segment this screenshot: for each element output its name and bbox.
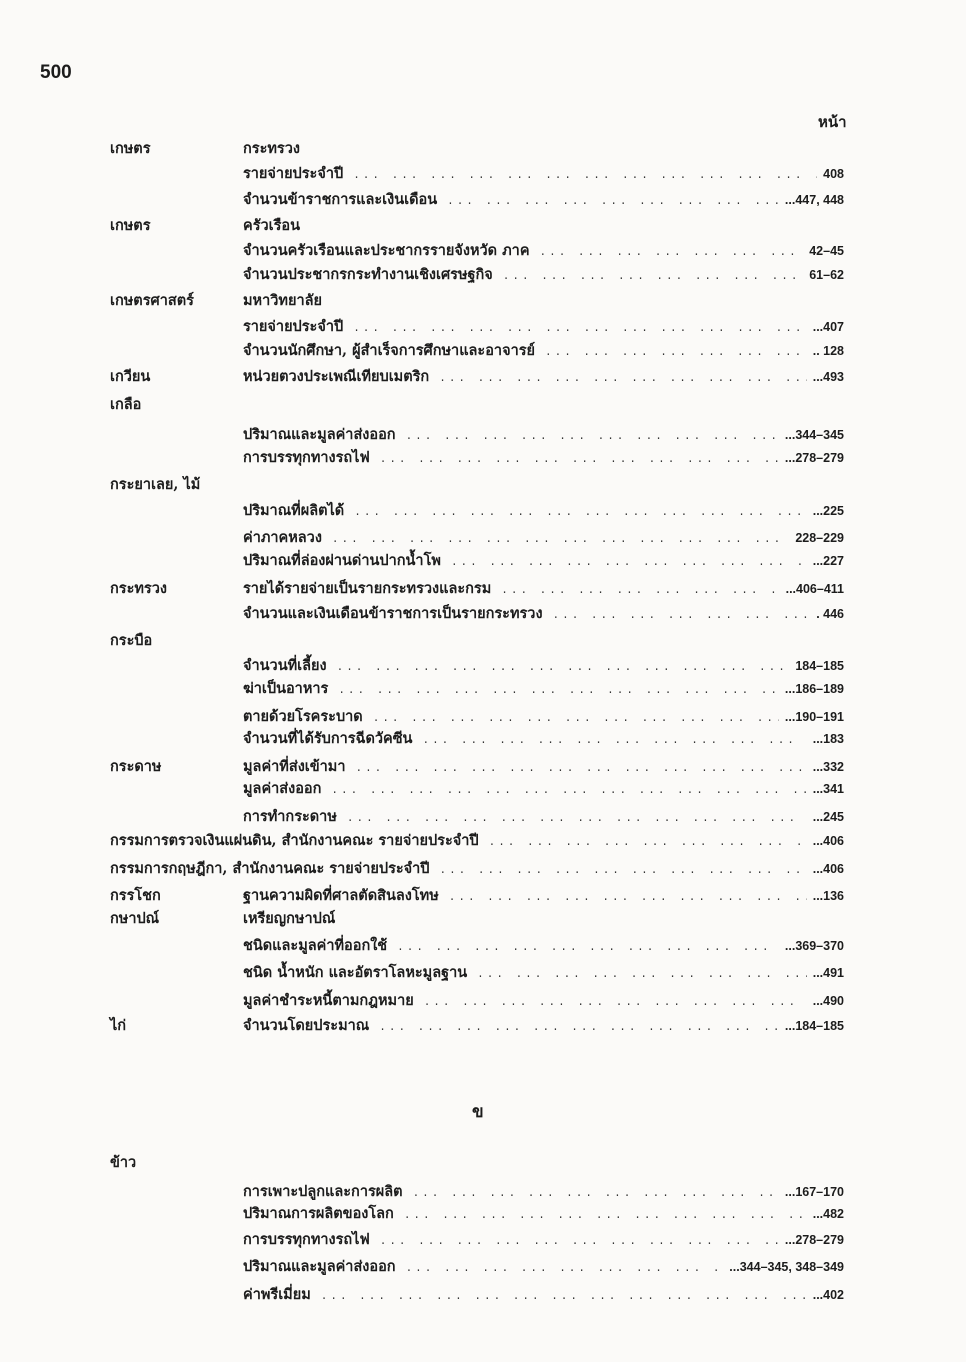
dot-leader bbox=[353, 318, 807, 340]
index-term: กระยาเลย, ไม้ bbox=[110, 476, 201, 493]
index-term: เกษตรศาสตร์ bbox=[110, 292, 194, 309]
dot-leader bbox=[331, 780, 806, 802]
dot-leader bbox=[380, 449, 779, 471]
index-row bbox=[0, 830, 966, 852]
index-entry bbox=[243, 189, 844, 213]
index-row bbox=[0, 728, 966, 750]
entry-page-ref: ...136 bbox=[812, 889, 844, 903]
dot-leader bbox=[354, 502, 807, 524]
entry-page-ref: ...344–345, 348–349 bbox=[729, 1260, 844, 1274]
dot-leader bbox=[447, 191, 779, 213]
index-row bbox=[0, 474, 966, 496]
entry-page-ref: ...278–279 bbox=[784, 1233, 844, 1247]
entry-page-ref: ...183 bbox=[812, 732, 844, 746]
index-row bbox=[0, 778, 966, 800]
index-entry bbox=[243, 962, 844, 986]
index-row bbox=[0, 527, 966, 549]
index-row bbox=[0, 1256, 966, 1278]
index-row bbox=[0, 340, 966, 362]
entry-page-ref: ...184–185 bbox=[784, 1019, 844, 1033]
dot-leader bbox=[353, 165, 817, 187]
entry-label: ชนิด น้ำหนัก และอัตราโลหะมูลฐาน bbox=[243, 964, 468, 981]
index-term: กรรโชก bbox=[110, 887, 161, 904]
entry-page-ref: ...186–189 bbox=[784, 682, 844, 696]
index-entry bbox=[243, 500, 844, 524]
index-entry bbox=[243, 806, 844, 830]
entry-page-ref: ...406 bbox=[812, 862, 844, 876]
dot-leader bbox=[477, 964, 807, 986]
index-row bbox=[0, 935, 966, 957]
index-entry bbox=[243, 1256, 844, 1280]
index-entry bbox=[243, 366, 844, 390]
entry-page-ref: ...490 bbox=[812, 994, 844, 1008]
entry-label: จำนวนและเงินเดือนข้าราชการเป็นรายกระทรวง bbox=[243, 605, 543, 622]
index-entry bbox=[243, 550, 844, 574]
index-subheading: มหาวิทยาลัย bbox=[243, 292, 322, 309]
entry-label: หน่วยตวงประเพณีเทียบเมตริก bbox=[243, 368, 430, 385]
index-entry bbox=[243, 655, 844, 679]
index-row bbox=[0, 424, 966, 446]
index-row bbox=[0, 1152, 966, 1174]
index-term: ไก่ bbox=[110, 1017, 127, 1034]
section-letter: ข bbox=[472, 1102, 484, 1122]
entry-page-ref: ...344–345 bbox=[784, 428, 844, 442]
dot-leader bbox=[404, 1205, 807, 1227]
index-row bbox=[0, 578, 966, 600]
dot-leader bbox=[397, 937, 779, 959]
index-row bbox=[0, 806, 966, 828]
entry-label: ปริมาณและมูลค่าส่งออก bbox=[243, 1258, 396, 1275]
index-entry bbox=[243, 527, 844, 551]
dot-leader bbox=[373, 708, 779, 730]
index-entry bbox=[243, 678, 844, 702]
entry-page-ref: ...278–279 bbox=[784, 451, 844, 465]
index-entry bbox=[243, 1229, 844, 1253]
entry-label: ฐานความผิดที่ศาลตัดสินลงโทษ bbox=[243, 887, 439, 904]
entry-page-ref: ...447, 448 bbox=[784, 193, 844, 207]
index-row bbox=[0, 366, 966, 388]
index-subheading: กระทรวง bbox=[243, 140, 300, 157]
entry-label: ตายด้วยโรคระบาด bbox=[243, 708, 363, 725]
dot-leader bbox=[347, 808, 807, 830]
index-entry bbox=[243, 990, 844, 1014]
entry-label: กรรมการตรวจเงินแผ่นดิน, สำนักงานคณะ รายจ่ายประจำปี bbox=[110, 832, 479, 849]
dot-leader bbox=[379, 1017, 779, 1039]
index-term: กษาปณ์ bbox=[110, 910, 160, 927]
entry-label: จำนวนที่เลี้ยง bbox=[243, 657, 327, 674]
index-row bbox=[0, 500, 966, 522]
entry-page-ref: ...245 bbox=[812, 810, 844, 824]
index-row bbox=[0, 290, 966, 312]
entry-page-ref: ...227 bbox=[812, 554, 844, 568]
entry-label: ชนิดและมูลค่าที่ออกใช้ bbox=[243, 937, 388, 954]
index-row bbox=[0, 1229, 966, 1251]
index-term: เกษตร bbox=[110, 217, 151, 234]
index-row bbox=[0, 1181, 966, 1203]
index-term: กระบือ bbox=[110, 632, 153, 649]
entry-label: การทำกระดาษ bbox=[243, 808, 337, 825]
index-entry bbox=[243, 603, 844, 627]
entry-label: รายได้รายจ่ายเป็นรายกระทรวงและกรม bbox=[243, 580, 492, 597]
index-row bbox=[0, 908, 966, 930]
dot-leader bbox=[422, 730, 806, 752]
dot-leader bbox=[321, 1286, 807, 1308]
dot-leader bbox=[540, 242, 804, 264]
entry-page-ref: 42–45 bbox=[809, 244, 844, 258]
entry-label: ปริมาณการผลิตของโลก bbox=[243, 1205, 394, 1222]
entry-page-ref: ...190–191 bbox=[784, 710, 844, 724]
index-entry bbox=[243, 163, 844, 187]
index-row bbox=[0, 858, 966, 880]
index-row bbox=[0, 240, 966, 262]
dot-leader bbox=[439, 368, 807, 390]
entry-label: จำนวนครัวเรือนและประชากรรายจังหวัด ภาค bbox=[243, 242, 530, 259]
index-entry bbox=[243, 578, 844, 602]
entry-page-ref: ...167–170 bbox=[784, 1185, 844, 1199]
entry-page-ref: .. 128 bbox=[812, 344, 844, 358]
index-row bbox=[0, 655, 966, 677]
index-entry bbox=[110, 830, 844, 854]
index-entry bbox=[243, 264, 844, 288]
entry-label: ฆ่าเป็นอาหาร bbox=[243, 680, 329, 697]
entry-page-ref: ...402 bbox=[812, 1288, 844, 1302]
index-entry bbox=[243, 316, 844, 340]
entry-page-ref: ...341 bbox=[812, 782, 844, 796]
index-entry bbox=[243, 1015, 844, 1039]
index-row bbox=[0, 264, 966, 286]
index-entry bbox=[110, 858, 844, 882]
dot-leader bbox=[424, 992, 807, 1014]
index-term: ข้าว bbox=[110, 1154, 137, 1171]
index-entry bbox=[243, 447, 844, 471]
dot-leader bbox=[545, 342, 807, 364]
index-entry bbox=[243, 935, 844, 959]
index-row bbox=[0, 603, 966, 625]
entry-label: จำนวนนักศึกษา, ผู้สำเร็จการศึกษาและอาจารย์ bbox=[243, 342, 535, 359]
entry-label: ปริมาณที่ผลิตได้ bbox=[243, 502, 345, 519]
entry-label: ค่าภาคหลวง bbox=[243, 529, 322, 546]
index-entry bbox=[243, 1203, 844, 1227]
index-row bbox=[0, 885, 966, 907]
index-term: กระทรวง bbox=[110, 580, 167, 597]
entry-page-ref: ...493 bbox=[812, 370, 844, 384]
entry-page-ref: ...482 bbox=[812, 1207, 844, 1221]
entry-label: การบรรทุกทางรถไฟ bbox=[243, 449, 370, 466]
index-entry bbox=[243, 1181, 844, 1205]
index-row bbox=[0, 138, 966, 160]
entry-label: จำนวนข้าราชการและเงินเดือน bbox=[243, 191, 438, 208]
entry-page-ref: 184–185 bbox=[795, 659, 844, 673]
dot-leader bbox=[451, 552, 807, 574]
dot-leader bbox=[413, 1183, 779, 1205]
entry-label: การเพาะปลูกและการผลิต bbox=[243, 1183, 403, 1200]
index-row bbox=[0, 1284, 966, 1306]
entry-label: กรรมการกฤษฎีกา, สำนักงานคณะ รายจ่ายประจำปี bbox=[110, 860, 430, 877]
dot-leader bbox=[449, 887, 807, 909]
index-term: เกษตร bbox=[110, 140, 151, 157]
entry-label: จำนวนที่ได้รับการฉีดวัคซีน bbox=[243, 730, 413, 747]
entry-page-ref: 408 bbox=[823, 167, 844, 181]
index-row bbox=[0, 962, 966, 984]
index-subheading: ครัวเรือน bbox=[243, 217, 300, 234]
index-entry bbox=[243, 885, 844, 909]
entry-label: มูลค่าชำระหนี้ตามกฎหมาย bbox=[243, 992, 414, 1009]
entry-label: ปริมาณที่ล่องผ่านด่านปากน้ำโพ bbox=[243, 552, 441, 569]
dot-leader bbox=[337, 657, 790, 679]
entry-label: มูลค่าส่งออก bbox=[243, 780, 322, 797]
index-entry bbox=[243, 424, 844, 448]
dot-leader bbox=[553, 605, 811, 627]
dot-leader bbox=[406, 1258, 724, 1280]
index-row bbox=[0, 550, 966, 572]
index-row bbox=[0, 394, 966, 416]
index-entry bbox=[243, 240, 844, 264]
entry-page-ref: ...225 bbox=[812, 504, 844, 518]
entry-page-ref: ...407 bbox=[812, 320, 844, 334]
index-row bbox=[0, 706, 966, 728]
dot-leader bbox=[503, 266, 803, 288]
entry-page-ref: 228–229 bbox=[795, 531, 844, 545]
dot-leader bbox=[501, 580, 779, 602]
entry-label: จำนวนโดยประมาณ bbox=[243, 1017, 370, 1034]
index-subheading: เหรียญกษาปณ์ bbox=[243, 910, 336, 927]
entry-page-ref: ...406–411 bbox=[785, 582, 844, 596]
index-row bbox=[0, 1203, 966, 1225]
dot-leader bbox=[332, 529, 789, 551]
index-row bbox=[0, 447, 966, 469]
entry-label: รายจ่ายประจำปี bbox=[243, 165, 344, 182]
index-entry bbox=[243, 340, 844, 364]
dot-leader bbox=[439, 860, 806, 882]
index-row bbox=[0, 990, 966, 1012]
index-row bbox=[0, 316, 966, 338]
index-row bbox=[0, 189, 966, 211]
entry-page-ref: ...491 bbox=[812, 966, 844, 980]
entry-label: ปริมาณและมูลค่าส่งออก bbox=[243, 426, 396, 443]
page-column-heading: หน้า bbox=[818, 113, 847, 131]
index-row bbox=[0, 630, 966, 652]
index-entry bbox=[243, 706, 844, 730]
dot-leader bbox=[338, 680, 779, 702]
index-entry bbox=[243, 778, 844, 802]
entry-label: ค่าพรีเมี่ยม bbox=[243, 1286, 311, 1303]
entry-label: จำนวนประชากรกระทำงานเชิงเศรษฐกิจ bbox=[243, 266, 493, 283]
index-entry bbox=[243, 756, 844, 780]
index-row bbox=[0, 756, 966, 778]
index-row bbox=[0, 215, 966, 237]
entry-page-ref: . 446 bbox=[816, 607, 844, 621]
index-entry bbox=[243, 728, 844, 752]
index-row bbox=[0, 1015, 966, 1037]
index-term: เกลือ bbox=[110, 396, 142, 413]
index-row bbox=[0, 678, 966, 700]
page-number: 500 bbox=[40, 62, 72, 83]
entry-page-ref: 61–62 bbox=[809, 268, 844, 282]
entry-label: การบรรทุกทางรถไฟ bbox=[243, 1231, 370, 1248]
dot-leader bbox=[406, 426, 779, 448]
index-entry bbox=[243, 1284, 844, 1308]
index-row bbox=[0, 163, 966, 185]
dot-leader bbox=[489, 832, 807, 854]
entry-page-ref: ...332 bbox=[812, 760, 844, 774]
entry-label: รายจ่ายประจำปี bbox=[243, 318, 344, 335]
dot-leader bbox=[355, 758, 806, 780]
entry-label: มูลค่าที่ส่งเข้ามา bbox=[243, 758, 346, 775]
index-term: กระดาษ bbox=[110, 758, 162, 775]
entry-page-ref: ...406 bbox=[812, 834, 844, 848]
entry-page-ref: ...369–370 bbox=[784, 939, 844, 953]
index-term: เกวียน bbox=[110, 368, 151, 385]
dot-leader bbox=[380, 1231, 779, 1253]
